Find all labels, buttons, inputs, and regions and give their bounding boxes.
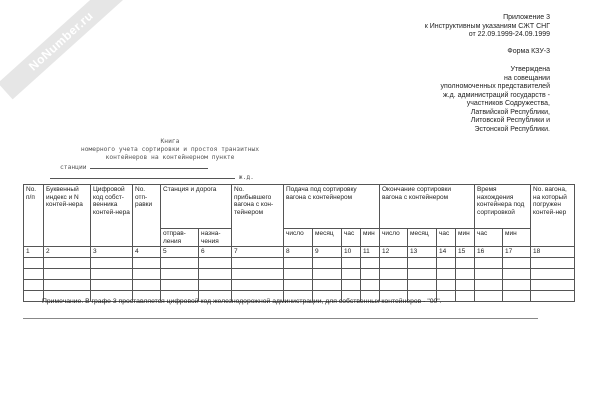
header-group-station: Станция и дорога [161, 185, 232, 229]
table-cell[interactable] [44, 268, 91, 279]
approval-line: участников Содружества, [466, 100, 550, 107]
table-cell[interactable] [503, 268, 531, 279]
table-cell[interactable] [456, 268, 475, 279]
column-number-cell: 16 [475, 247, 503, 258]
table-row [24, 268, 575, 279]
header-row [24, 185, 575, 229]
table-cell[interactable] [475, 290, 503, 301]
form-label: Форма КЗУ-3 [507, 48, 550, 55]
subheader-cell: число [284, 229, 313, 247]
table-cell[interactable] [475, 257, 503, 268]
table-cell[interactable] [475, 279, 503, 290]
header-cell: No. вагона, на который погружен контей-нер [531, 185, 575, 247]
subheader-cell: месяц [408, 229, 437, 247]
railway-field[interactable] [50, 172, 235, 179]
table-cell[interactable] [44, 279, 91, 290]
table-cell[interactable] [456, 257, 475, 268]
appendix-line: от 22.09.1999-24.09.1999 [468, 31, 550, 38]
approval-line: ж.д. администраций государств - [443, 91, 550, 99]
table-cell[interactable] [24, 279, 44, 290]
table-cell[interactable] [91, 279, 133, 290]
column-number-row [24, 247, 575, 258]
appendix-line: к Инструктивным указаниям СЖТ СНГ [424, 22, 550, 30]
table-cell[interactable] [284, 257, 313, 268]
table-cell[interactable] [437, 279, 456, 290]
book-title-line: контейнеров на контейнерном пункте [105, 154, 235, 161]
table-cell[interactable] [408, 279, 437, 290]
approval-line: Эстонской Республики. [474, 125, 550, 133]
table-cell[interactable] [91, 268, 133, 279]
table-cell[interactable] [91, 257, 133, 268]
footnote: Примечание. В графе 3 проставляется цифровой код железнодорожной администрации, для собственных контейнеров - "00". [42, 298, 442, 305]
table-cell[interactable] [199, 279, 232, 290]
table-cell[interactable] [503, 279, 531, 290]
table-cell[interactable] [361, 279, 380, 290]
column-number-cell: 14 [437, 247, 456, 258]
subheader-cell: назна-чения [199, 229, 232, 247]
book-title [50, 138, 290, 182]
table-cell[interactable] [531, 268, 575, 279]
table-cell[interactable] [133, 279, 161, 290]
table-cell[interactable] [380, 268, 408, 279]
table-cell[interactable] [408, 257, 437, 268]
approval-line: Литовской Республики и [470, 117, 550, 124]
column-number-cell: 1 [24, 247, 44, 258]
subheader-cell: месяц [313, 229, 342, 247]
table-cell[interactable] [199, 268, 232, 279]
subheader-cell: число [380, 229, 408, 247]
table-cell[interactable] [408, 268, 437, 279]
table-cell[interactable] [24, 290, 44, 301]
table-cell[interactable] [44, 257, 91, 268]
column-number-cell: 5 [161, 247, 199, 258]
table-cell[interactable] [437, 257, 456, 268]
subheader-cell: мин [503, 229, 531, 247]
table-cell[interactable] [161, 268, 199, 279]
table-cell[interactable] [456, 279, 475, 290]
watermark: NoNumber.ru [0, 0, 124, 99]
table-cell[interactable] [284, 279, 313, 290]
table-cell[interactable] [380, 257, 408, 268]
appendix-line: Приложение 3 [503, 14, 550, 21]
table-cell[interactable] [232, 257, 284, 268]
column-number-cell: 7 [232, 247, 284, 258]
header-cell: No. п/п [24, 185, 44, 247]
column-number-cell: 10 [342, 247, 361, 258]
table-cell[interactable] [232, 268, 284, 279]
approval-block [440, 66, 550, 134]
table-cell[interactable] [161, 257, 199, 268]
table-cell[interactable] [284, 268, 313, 279]
table-cell[interactable] [503, 257, 531, 268]
column-number-cell: 17 [503, 247, 531, 258]
table-cell[interactable] [437, 268, 456, 279]
subheader-cell: мин [456, 229, 475, 247]
header-group-supply: Подача под сортировку вагона с контейнером [284, 185, 380, 229]
column-number-cell: 9 [313, 247, 342, 258]
approval-line: Утверждена [510, 66, 550, 73]
approval-line: Латвийской Республики, [470, 108, 550, 116]
table-cell[interactable] [133, 257, 161, 268]
table-cell[interactable] [313, 279, 342, 290]
table-cell[interactable] [342, 257, 361, 268]
column-number-cell: 13 [408, 247, 437, 258]
station-row [60, 162, 290, 172]
column-number-cell: 18 [531, 247, 575, 258]
subheader-cell: час [437, 229, 456, 247]
railway-suffix: ж.д. [238, 174, 254, 181]
book-title-line: Книга [160, 138, 180, 145]
table-row [24, 257, 575, 268]
column-number-cell: 8 [284, 247, 313, 258]
header-cell: No. прибывшего вагона с кон-тейнером [232, 185, 284, 247]
subheader-cell: час [475, 229, 503, 247]
station-field[interactable] [90, 162, 208, 169]
table-cell[interactable] [199, 257, 232, 268]
railway-row [50, 172, 290, 182]
column-number-cell: 3 [91, 247, 133, 258]
table-cell[interactable] [361, 268, 380, 279]
header-cell: No. отп-равки [133, 185, 161, 247]
table-cell[interactable] [133, 268, 161, 279]
approval-line: уполномоченных представителей [440, 83, 550, 90]
table-cell[interactable] [503, 290, 531, 301]
column-number-cell: 15 [456, 247, 475, 258]
header-cell: Буквенный индекс и N контей-нера [44, 185, 91, 247]
table-cell[interactable] [380, 279, 408, 290]
divider-line [23, 318, 538, 319]
appendix-reference [425, 14, 550, 40]
book-title-line: номерного учета сортировки и простоя транзитных [80, 146, 260, 153]
record-table [23, 184, 575, 302]
header-cell: Цифровой код собст-венника контей-нера [91, 185, 133, 247]
approval-line: на совещании [503, 74, 550, 82]
table-cell[interactable] [531, 290, 575, 301]
table-cell[interactable] [24, 268, 44, 279]
subheader-cell: мин [361, 229, 380, 247]
table-cell[interactable] [24, 257, 44, 268]
table-cell[interactable] [361, 257, 380, 268]
table-cell[interactable] [161, 279, 199, 290]
table-cell[interactable] [475, 268, 503, 279]
subheader-cell: час [342, 229, 361, 247]
header-group-time: Время нахождения контейнера под сортировкой [475, 185, 531, 229]
station-label: станции [60, 164, 87, 171]
table-cell[interactable] [313, 268, 342, 279]
header-group-end: Окончание сортировки вагона с контейнером [380, 185, 475, 229]
subheader-cell: отправ-ления [161, 229, 199, 247]
column-number-cell: 4 [133, 247, 161, 258]
table-cell[interactable] [531, 279, 575, 290]
column-number-cell: 12 [380, 247, 408, 258]
table-cell[interactable] [342, 268, 361, 279]
table-cell[interactable] [313, 257, 342, 268]
table-cell[interactable] [342, 279, 361, 290]
table-cell[interactable] [456, 290, 475, 301]
column-number-cell: 6 [199, 247, 232, 258]
column-number-cell: 2 [44, 247, 91, 258]
column-number-cell: 11 [361, 247, 380, 258]
table-cell[interactable] [531, 257, 575, 268]
table-cell[interactable] [232, 279, 284, 290]
table-row [24, 279, 575, 290]
